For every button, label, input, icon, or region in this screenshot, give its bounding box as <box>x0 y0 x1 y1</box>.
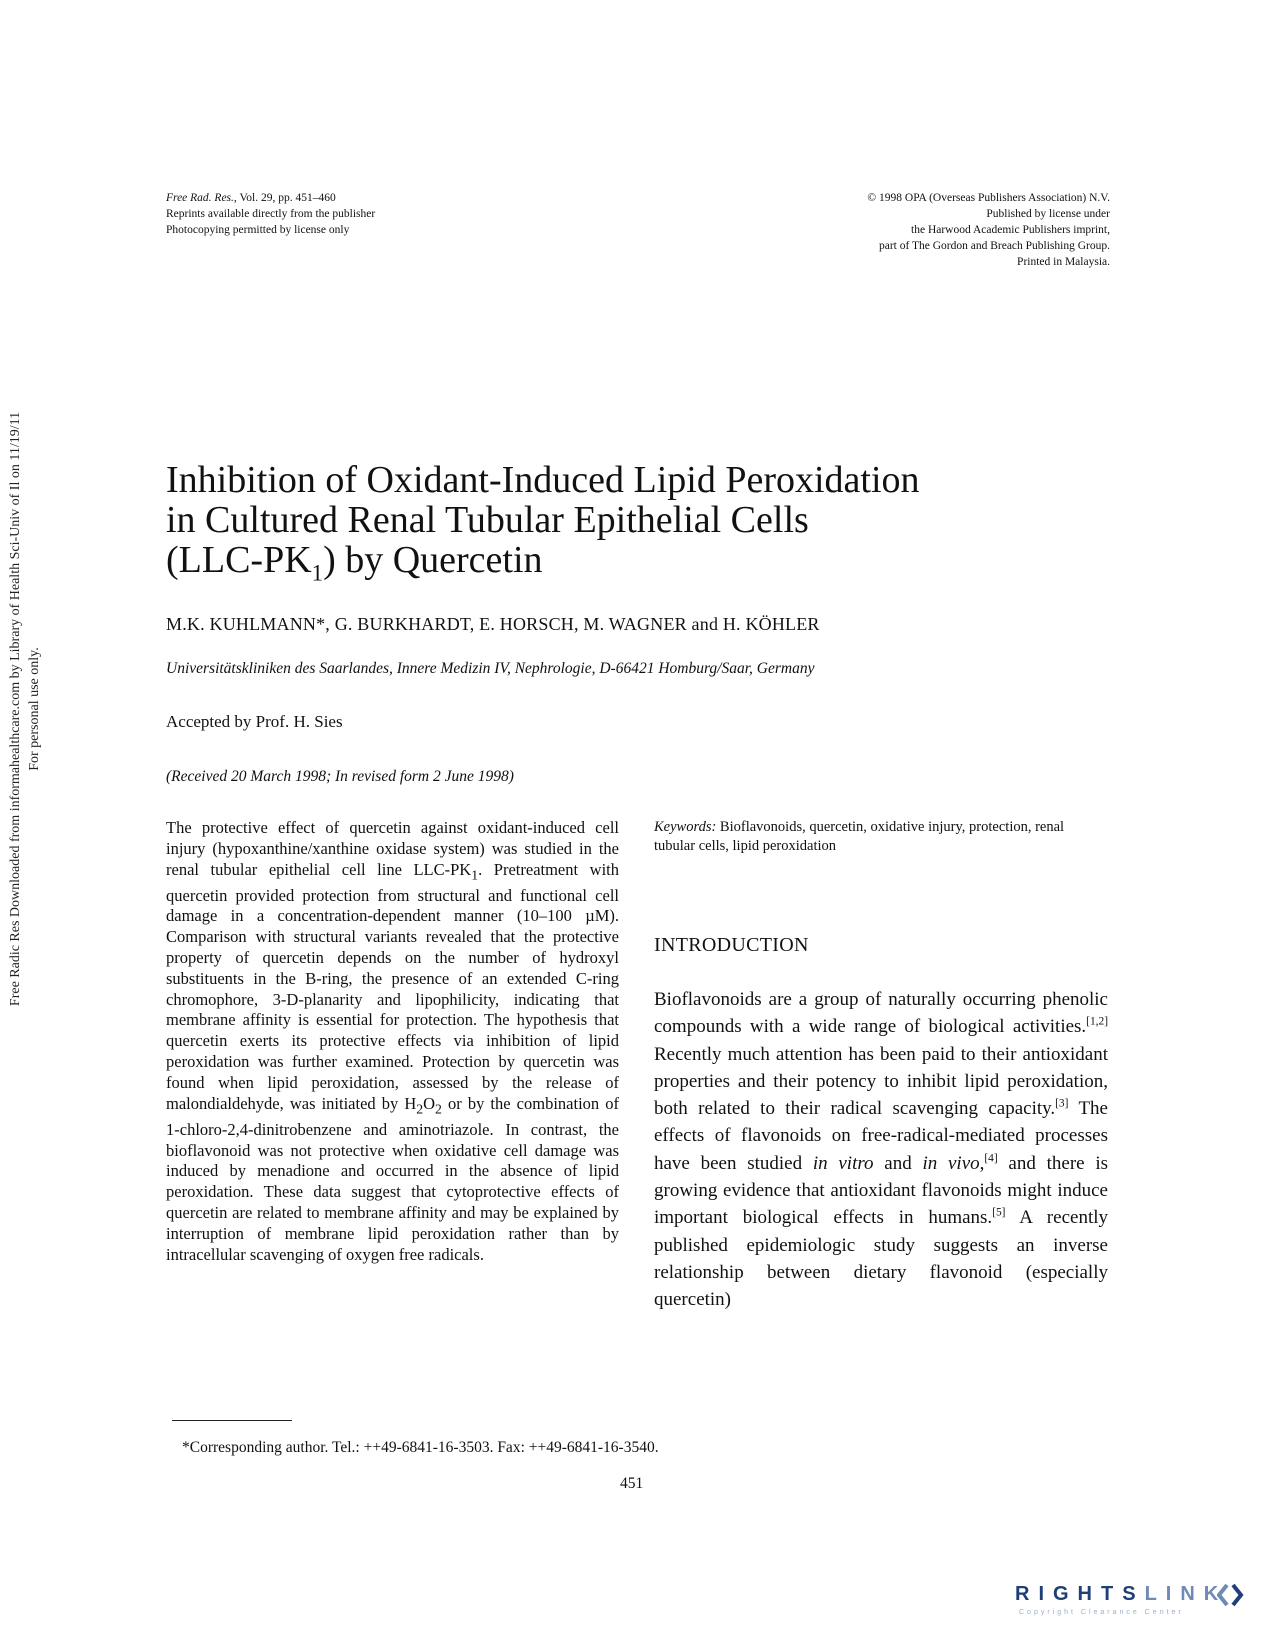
keywords-label: Keywords: <box>654 819 717 835</box>
copyright-line-3: the Harwood Academic Publishers imprint, <box>911 224 1110 236</box>
copyright-info <box>740 190 1110 270</box>
journal-abbrev: Free Rad. Res. <box>166 192 234 204</box>
rightslink-tagline: Copyright Clearance Center <box>1019 1609 1184 1616</box>
rightslink-wordmark: RIGHTSLINK <box>1015 1583 1228 1605</box>
title-line-1: Inhibition of Oxidant-Induced Lipid Peroxidation <box>166 459 920 501</box>
title-line-2: in Cultured Renal Tubular Epithelial Cells <box>166 499 809 541</box>
introduction-paragraph: Bioflavonoids are a group of naturally occurring phenolic compounds with a wide range of biological activities.[1,2] Recently much attention has been paid to their antioxidant properties and their potency to inhibit lipid peroxidation, both related to their radical scavenging capacity.[3] The effects of flavonoids on free-radical-mediated processes have been studied in vitro and in vivo,[4] and there is growing evidence that antioxidant flavonoids might induce important biological effects in humans.[5] A recently published epidemiologic study suggests an inverse relationship between dietary flavonoid (especially quercetin) <box>654 989 1108 1311</box>
rightslink-arrows-icon <box>1217 1582 1245 1608</box>
citation-ref[interactable]: [1,2] <box>1086 1015 1108 1028</box>
copyright-line-4: part of The Gordon and Breach Publishing Group. <box>878 240 1110 252</box>
copyright-line-1: © 1998 OPA (Overseas Publishers Association) N.V. <box>867 192 1110 204</box>
watermark-line-2: For personal use only. <box>27 647 42 771</box>
affiliation: Universitätskliniken des Saarlandes, Innere Medizin IV, Nephrologie, D-66421 Homburg/Saar, Germany <box>166 660 815 677</box>
citation-ref[interactable]: [5] <box>992 1207 1006 1220</box>
keywords-text: Bioflavonoids, quercetin, oxidative injury, protection, renal tubular cells, lipid peroxidation <box>654 819 1065 854</box>
citation-ref[interactable]: [3] <box>1055 1097 1069 1110</box>
watermark-line-1: Free Radic Res Downloaded from informahealthcare.com by Library of Health Sci-Univ of Il on 11/19/11 <box>8 411 23 1007</box>
title-line-3: $(LLC-PK_1)$ by Quercetin <box>166 539 543 586</box>
journal-info <box>166 190 375 238</box>
page-number: 451 <box>620 1475 644 1492</box>
journal-volume: , Vol. 29, pp. 451–460 <box>233 192 336 204</box>
keywords <box>654 818 1074 856</box>
copyright-line-2: Published by license under <box>986 208 1110 220</box>
author-list: M.K. KUHLMANN*, G. BURKHARDT, E. HORSCH, M. WAGNER and H. KÖHLER <box>166 614 820 634</box>
corresponding-author-footnote: *Corresponding author. Tel.: ++49-6841-16-3503. Fax: ++49-6841-16-3540. <box>182 1439 659 1456</box>
accepted-by: Accepted by Prof. H. Sies <box>166 712 343 731</box>
footnote-divider <box>172 1420 292 1421</box>
rightslink-logo[interactable] <box>1015 1583 1255 1623</box>
received-dates: (Received 20 March 1998; In revised form 2 June 1998) <box>166 768 514 785</box>
photocopy-note: Photocopying permitted by license only <box>166 224 350 236</box>
abstract: The protective effect of quercetin against oxidant-induced cell injury (hypoxanthine/xanthine oxidase system) was studied in the renal tubular epithelial cell line LLC-$PK_1$. Pretreatment with quercetin provided protection from structural and functional cell damage in a concentration-dependent manner (10–100 µM). Comparison with structural variants revealed that the protective property of quercetin depends on the number of hydroxyl substituents in the B-ring, the presence of an extended C-ring chromophore, 3-D-planarity and lipophilicity, indicating that membrane affinity is essential for protection. The hypothesis that quercetin exerts its protective effects via inhibition of lipid peroxidation was further examined. Protection by quercetin was found when lipid peroxidation, assessed by the release of malondialdehyde, was initiated by $H_2O_2$ or by the combination of 1-chloro-2,4-dinitrobenzene and aminotriazole. In contrast, the bioflavonoid was not protective when oxidative cell damage was induced by menadione and occurred in the absence of lipid peroxidation. These data suggest that cytoprotective effects of quercetin are related to membrane affinity and may be explained by interruption of membrane lipid peroxidation rather than by intracellular scavenging of oxygen free radicals. <box>166 818 619 1264</box>
copyright-line-5: Printed in Malaysia. <box>1017 256 1110 268</box>
section-heading-introduction: INTRODUCTION <box>654 934 809 956</box>
reprint-note: Reprints available directly from the publisher <box>166 208 376 220</box>
article-title <box>166 460 1066 594</box>
download-watermark <box>0 260 50 1160</box>
citation-ref[interactable]: [4] <box>984 1152 998 1165</box>
